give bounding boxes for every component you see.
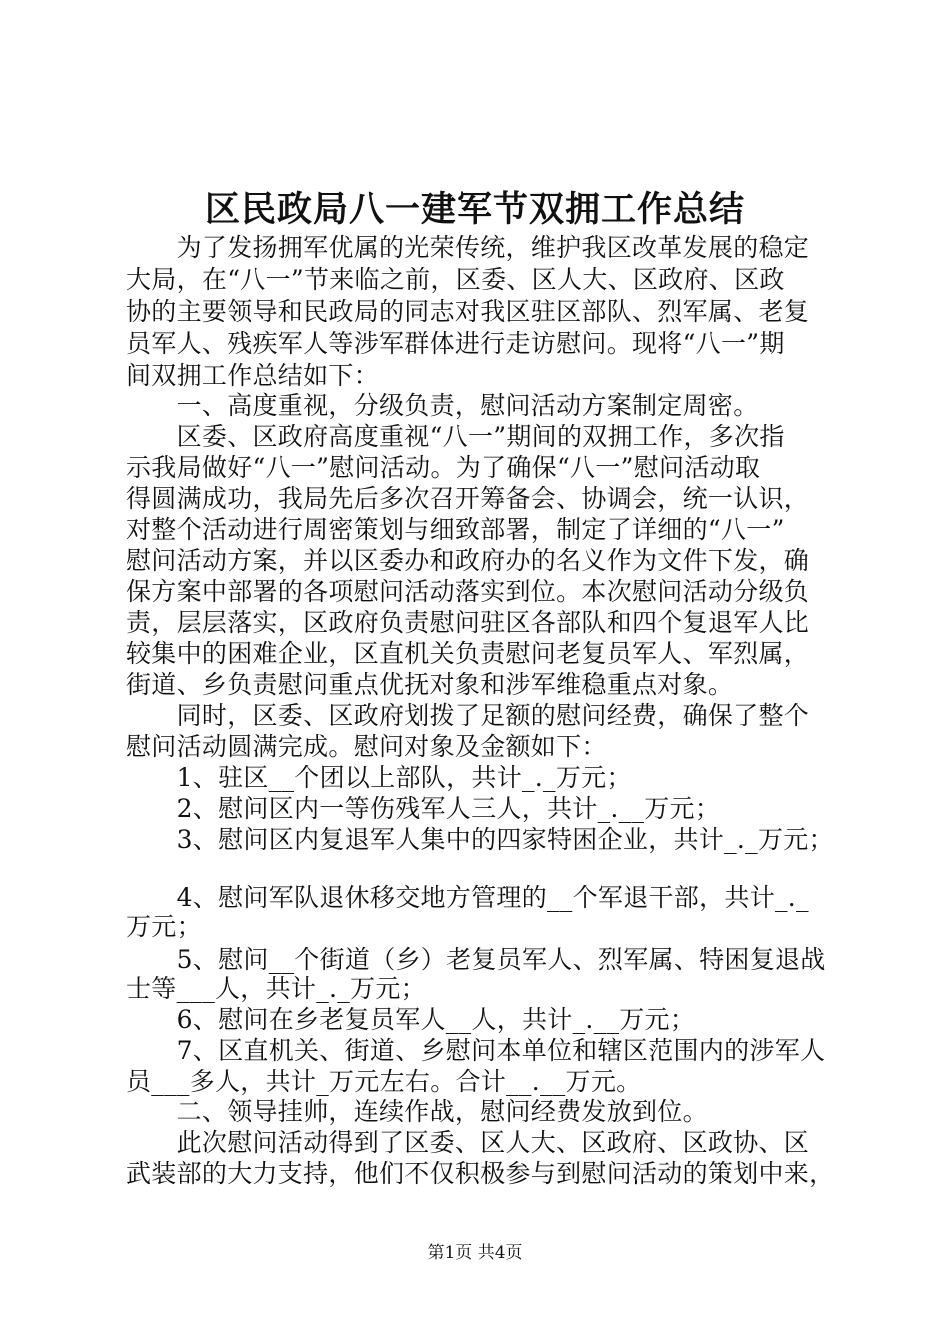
list-item-5-cont: 士等___人，共计_._万元； <box>126 974 426 1003</box>
body-line: 保方案中部署的各项慰问活动落实到位。本次慰问活动分级负 <box>126 577 810 606</box>
body-line: 责，层层落实，区政府负责慰问驻区各部队和四个复退军人比 <box>126 608 810 637</box>
body-line: 武装部的大力支持，他们不仅积极参与到慰问活动的策划中来， <box>126 1159 835 1188</box>
list-item-5: 5、慰问__个街道（乡）老复员军人、烈军属、特困复退战 <box>126 945 826 974</box>
document-title: 区民政局八一建军节双拥工作总结 <box>204 189 745 230</box>
list-item-7-cont: 员___多人，共计_万元左右。合计__.__万元。 <box>126 1067 642 1096</box>
list-item-2: 2、慰问区内一等伤残军人三人，共计_.__万元； <box>126 794 721 823</box>
list-item-6: 6、慰问在乡老复员军人__人，共计_.__万元； <box>126 1005 696 1034</box>
page-footer: 第1页 共4页 <box>427 1243 523 1263</box>
body-line: 对整个活动进行周密策划与细致部署，制定了详细的“八一” <box>126 515 785 544</box>
body-line: 慰问活动方案，并以区委办和政府办的名义作为文件下发，确 <box>126 546 810 575</box>
body-line: 大局，在“八一”节来临之前，区委、区人大、区政府、区政 <box>126 265 785 294</box>
body-line: 示我局做好“八一”慰问活动。为了确保“八一”慰问活动取 <box>126 453 761 482</box>
list-item-7: 7、区直机关、街道、乡慰问本单位和辖区范围内的涉军人 <box>126 1036 826 1065</box>
section-heading-1: 一、高度重视，分级负责，慰问活动方案制定周密。 <box>126 391 759 420</box>
body-line: 为了发扬拥军优属的光荣传统，维护我区改革发展的稳定 <box>126 233 810 262</box>
body-line: 同时，区委、区政府划拨了足额的慰问经费，确保了整个 <box>126 701 810 730</box>
body-line: 此次慰问活动得到了区委、区人大、区政府、区政协、区 <box>126 1128 810 1157</box>
body-line: 间双拥工作总结如下： <box>126 361 380 390</box>
body-line: 慰问活动圆满完成。慰问对象及金额如下： <box>126 732 607 761</box>
body-line: 较集中的困难企业，区直机关负责慰问老复员军人、军烈属， <box>126 639 810 668</box>
list-item-3: 3、慰问区内复退军人集中的四家特困企业，共计_._万元； <box>126 825 834 854</box>
body-line: 街道、乡负责慰问重点优抚对象和涉军维稳重点对象。 <box>126 670 734 699</box>
list-item-4-cont: 万元； <box>126 912 202 941</box>
list-item-1: 1、驻区__个团以上部队，共计_._万元； <box>126 763 632 792</box>
body-line: 得圆满成功，我局先后多次召开筹备会、协调会，统一认识， <box>126 484 810 513</box>
section-heading-2: 二、领导挂帅，连续作战，慰问经费发放到位。 <box>126 1097 708 1126</box>
body-line: 员军人、残疾军人等涉军群体进行走访慰问。现将“八一”期 <box>126 329 785 358</box>
body-line: 区委、区政府高度重视“八一”期间的双拥工作，多次指 <box>126 422 785 451</box>
body-line: 协的主要领导和民政局的同志对我区驻区部队、烈军属、老复 <box>126 297 810 326</box>
list-item-4: 4、慰问军队退休移交地方管理的__个军退干部，共计_._ <box>126 883 809 912</box>
